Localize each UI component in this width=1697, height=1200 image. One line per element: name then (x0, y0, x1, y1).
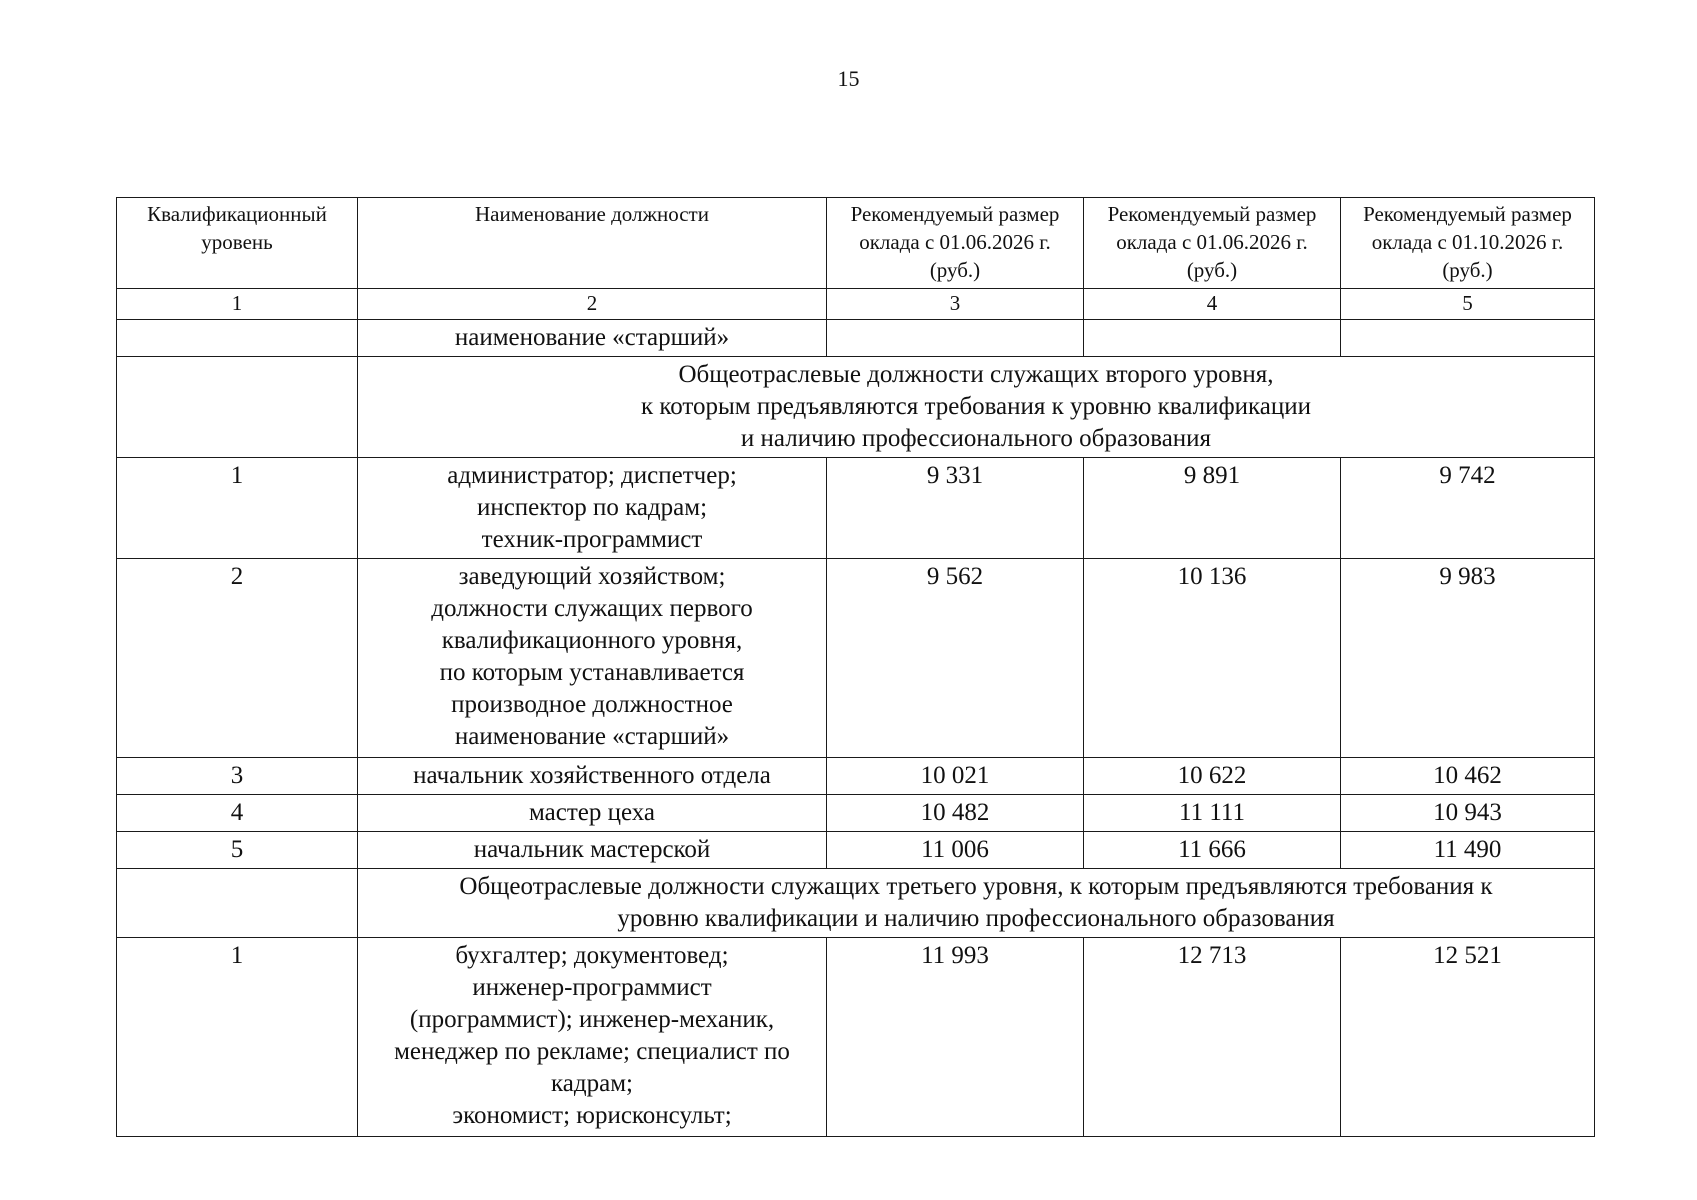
salary-cell: 12 713 (1084, 938, 1341, 1137)
table-row (117, 559, 1595, 758)
page-number: 15 (837, 66, 860, 91)
salary-cell: 11 006 (827, 832, 1084, 869)
salary-cell: 9 331 (827, 458, 1084, 559)
salary-cell: 11 666 (1084, 832, 1341, 869)
position-cell: начальник мастерской (358, 832, 827, 869)
table-row (117, 795, 1595, 832)
level-cell (117, 357, 358, 458)
column-number: 1 (117, 289, 358, 320)
salary-cell (1341, 320, 1595, 357)
level-cell (117, 869, 358, 938)
header-position-name: Наименование должности (358, 198, 827, 289)
position-cell: заведующий хозяйством; должности служащих первого квалификационного уровня, по которым устанавливается производное должностное наименование «старший» (358, 559, 827, 758)
salary-cell: 10 136 (1084, 559, 1341, 758)
group-header-row (117, 869, 1595, 938)
group-header-row (117, 357, 1595, 458)
salary-cell: 9 891 (1084, 458, 1341, 559)
table-row (117, 938, 1595, 1137)
salary-cell: 10 622 (1084, 758, 1341, 795)
position-cell: наименование «старший» (358, 320, 827, 357)
table-row (117, 320, 1595, 357)
table-row (117, 458, 1595, 559)
salary-cell (827, 320, 1084, 357)
level-cell: 4 (117, 795, 358, 832)
group-title-third-level: Общеотраслевые должности служащих третьего уровня, к которым предъявляются требования к уровню квалификации и наличию профессионального образования (358, 869, 1595, 938)
header-salary-col4: Рекомендуемый размер оклада с 01.06.2026 г. (руб.) (1084, 198, 1341, 289)
column-number: 5 (1341, 289, 1595, 320)
group-title-second-level: Общеотраслевые должности служащих второго уровня, к которым предъявляются требования к уровню квалификации и наличию профессионального образования (358, 357, 1595, 458)
level-cell: 2 (117, 559, 358, 758)
salary-cell: 11 111 (1084, 795, 1341, 832)
level-cell: 3 (117, 758, 358, 795)
table-row (117, 758, 1595, 795)
table-row (117, 832, 1595, 869)
header-salary-col3: Рекомендуемый размер оклада с 01.06.2026 г. (руб.) (827, 198, 1084, 289)
salary-cell: 10 943 (1341, 795, 1595, 832)
salary-cell: 11 993 (827, 938, 1084, 1137)
column-number: 2 (358, 289, 827, 320)
level-cell: 1 (117, 938, 358, 1137)
column-number: 4 (1084, 289, 1341, 320)
salary-table (116, 197, 1595, 1137)
salary-cell: 10 482 (827, 795, 1084, 832)
salary-cell: 12 521 (1341, 938, 1595, 1137)
position-cell: администратор; диспетчер; инспектор по кадрам; техник-программист (358, 458, 827, 559)
salary-cell (1084, 320, 1341, 357)
position-cell: бухгалтер; документовед; инженер-программист (программист); инженер-механик, менеджер по рекламе; специалист по кадрам; экономист; юрисконсульт; (358, 938, 827, 1137)
salary-cell: 10 462 (1341, 758, 1595, 795)
position-cell: мастер цеха (358, 795, 827, 832)
salary-cell: 9 983 (1341, 559, 1595, 758)
level-cell: 1 (117, 458, 358, 559)
header-row (117, 198, 1595, 289)
salary-cell: 9 562 (827, 559, 1084, 758)
level-cell: 5 (117, 832, 358, 869)
salary-cell: 9 742 (1341, 458, 1595, 559)
position-cell: начальник хозяйственного отдела (358, 758, 827, 795)
salary-cell: 10 021 (827, 758, 1084, 795)
header-qualification-level: Квалификационный уровень (117, 198, 358, 289)
level-cell (117, 320, 358, 357)
header-salary-col5: Рекомендуемый размер оклада с 01.10.2026 г. (руб.) (1341, 198, 1595, 289)
salary-cell: 11 490 (1341, 832, 1595, 869)
column-number: 3 (827, 289, 1084, 320)
column-numbers-row (117, 289, 1595, 320)
